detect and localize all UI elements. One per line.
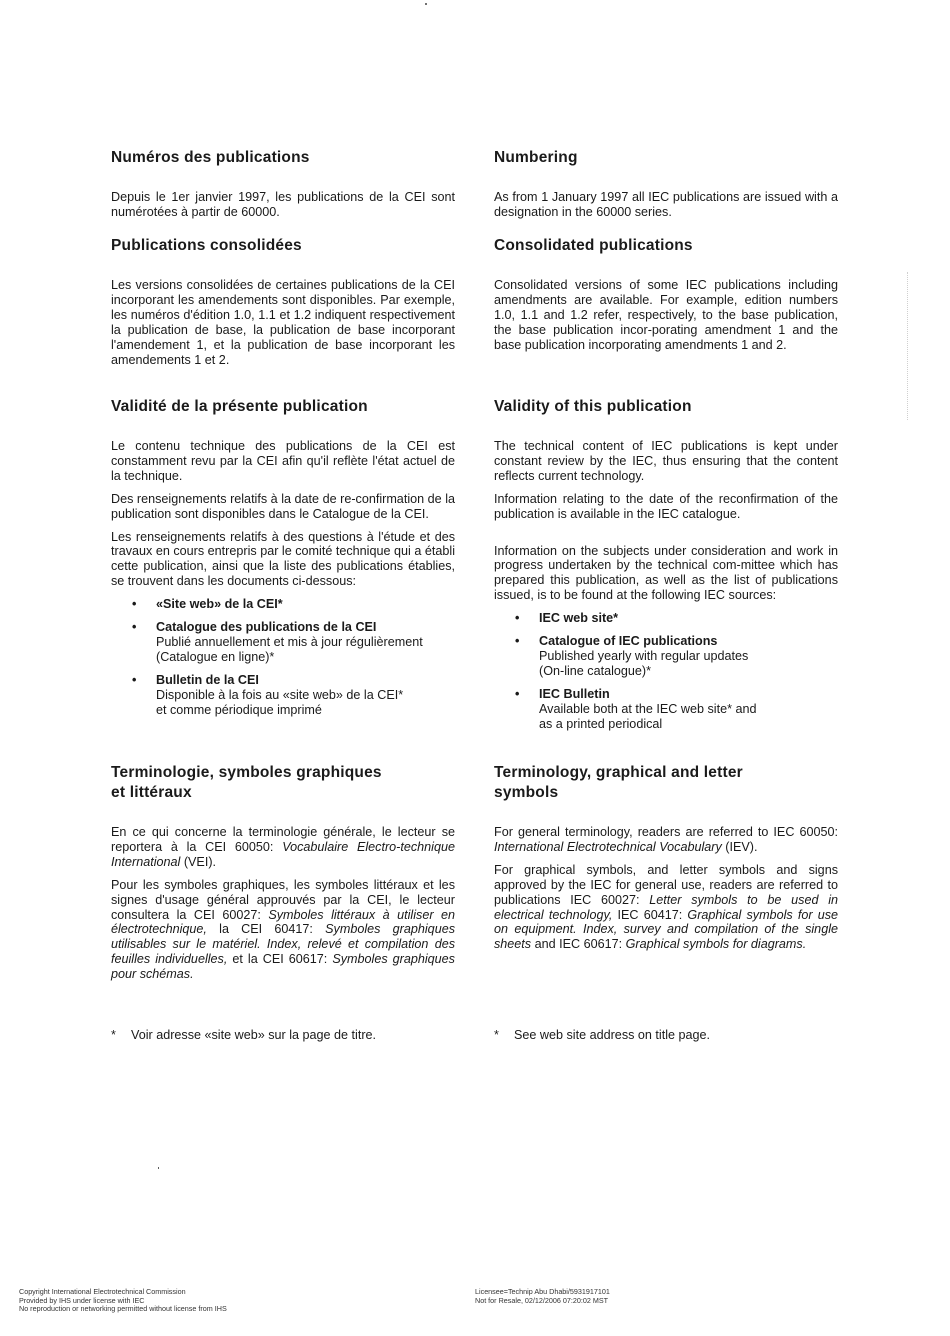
en-footnote-text: See web site address on title page. [514,1028,711,1042]
fr-source-detail: Publié annuellement et mis à jour régulièrement [156,634,423,649]
licensee-notice [475,1288,610,1305]
list-item [515,634,838,679]
en-source-detail: (On-line catalogue)* [539,663,652,678]
en-terminology-section [494,763,838,952]
french-column [111,148,455,982]
en-source-detail: as a printed periodical [539,716,663,731]
en-validity-p3: Information on the subjects under consideration and work in progress undertaken by the technical com-mittee which has prepared this publication, as well as the list of publications issued, is to be found at the following IEC sources: [494,543,838,603]
fr-source-detail: et comme périodique imprimé [156,702,322,717]
fr-footnote [111,1028,376,1043]
text-run: En ce qui concerne la terminologie générale, le lecteur se reportera à la CEI 60050: [111,825,455,854]
en-sources-list [494,611,838,731]
scan-speck [425,3,427,5]
text-run: For general terminology, readers are referred to IEC 60050: [494,825,838,839]
en-source-detail: Published yearly with regular updates [539,648,749,663]
en-source-title: IEC Bulletin [539,686,610,701]
en-numbering-text: As from 1 January 1997 all IEC publications are issued with a designation in the 60000 series. [494,190,838,219]
en-source-title: IEC web site* [539,611,619,626]
fr-sources-list [111,597,455,717]
fr-numbering-section [111,148,455,236]
fr-source-title: «Site web» de la CEI* [156,597,283,612]
fr-diagram-symbols-title: Symboles graphiques pour schémas. [111,952,455,982]
footnote-asterisk: * [494,1028,499,1042]
fr-terminology-section [111,763,455,982]
scan-edge-mark [907,272,909,420]
fr-terminology-p1 [111,825,455,870]
fr-consolidated-text: Les versions consolidées de certaines publications de la CEI incorporant les amendements sont disponibles. Par exemple, les numéros d'édition 1.0, 1.1 et 1.2 indiquent respectivement la publication de base, la publication de base incorporant l'amendement 1, et la publication de base incorporant les amendements 1 et 2. [111,278,455,367]
list-item [132,620,455,665]
fr-source-title: Catalogue des publications de la CEI [156,620,377,635]
en-validity-title: Validity of this publication [494,398,692,415]
fr-numbering-text: Depuis le 1er janvier 1997, les publications de la CEI sont numérotées à partir de 60000. [111,190,455,219]
text-run: IEC 60417: [612,907,688,922]
bullet-icon: • [515,634,520,649]
fr-consolidated-section [111,236,455,397]
en-source-title: Catalogue of IEC publications [539,634,718,649]
en-footnote [494,1028,710,1043]
bullet-icon: • [515,686,520,701]
bullet-icon: • [515,611,520,626]
fr-source-title: Bulletin de la CEI [156,672,259,687]
en-numbering-section [494,148,838,236]
fr-validity-title: Validité de la présente publication [111,398,368,415]
fr-validity-p2: Des renseignements relatifs à la date de re-confirmation de la publication sont disponibles dans le Catalogue de la CEI. [111,491,455,521]
licensee-line: Not for Resale, 02/12/2006 07:20:02 MST [475,1295,609,1305]
en-consolidated-section [494,236,838,397]
fr-validity-p1: Le contenu technique des publications de la CEI est constamment revu par la CEI afin qu'il reflète l'état actuel de la technique. [111,439,455,483]
fr-terminology-title [111,763,455,803]
en-consolidated-title: Consolidated publications [494,237,693,254]
fr-validity-p3: Les renseignements relatifs à des questions à l'étude et des travaux en cours entrepris par le comité technique qui a établi cette publication, ainsi que la liste des publications établies, se trouvent dans les documents ci-dessous: [111,529,455,589]
copyright-line: No reproduction or networking permitted without license from IHS [19,1304,227,1314]
fr-consolidated-title: Publications consolidées [111,237,302,254]
copyright-line: Provided by IHS under license with IEC [19,1295,145,1305]
licensee-line: Licensee=Technip Abu Dhabi/5931917101 [475,1287,610,1296]
en-letter-symbols-title: Letter symbols to be used in electrical technology, [494,892,838,922]
en-vocabulary-title: International Electrotechnical Vocabulary [494,839,722,854]
en-graphical-symbols-title: Graphical symbols for use on equipment. Index, survey and compilation of the single sheets [494,907,839,952]
fr-vocabulary-title: Vocabulaire Electro-technique International [111,839,455,869]
text-run: (IEV). [721,839,758,854]
footnote-asterisk: * [111,1028,116,1042]
text-run: For graphical symbols, and letter symbols and signs approved by the IEC for general use, readers are referred to publications IEC 60027: [494,862,838,907]
en-terminology-title-line1: Terminology, graphical and letter [494,764,743,781]
fr-numbering-title: Numéros des publications [111,149,310,166]
copyright-notice [19,1288,227,1314]
en-validity-p1: The technical content of IEC publications is kept under constant review by the IEC, thus ensuring that the content reflects current technology. [494,439,838,483]
english-column [494,148,838,952]
fr-terminology-title-line1: Terminologie, symboles graphiques [111,764,382,781]
fr-footnote-text: Voir adresse «site web» sur la page de titre. [131,1028,377,1042]
list-item [515,686,838,732]
text-run: and IEC 60617: [531,937,626,952]
fr-letter-symbols-title: Symboles littéraux à utiliser en électrotechnique, [111,907,455,937]
en-consolidated-text: Consolidated versions of some IEC publications including amendments are available. For example, edition numbers 1.0, 1.1 and 1.2 refer, respectively, to the base publication, the base publication incor-porating amendment 1 and the base publication incorporating amendments 1 and 2. [494,278,838,352]
en-diagram-symbols-title: Graphical symbols for diagrams. [625,937,807,952]
text-run: Pour les symboles graphiques, les symboles littéraux et les signes d'usage général approuvés par la CEI, le lecteur consultera la CEI 60027: [111,877,455,922]
text-run: la CEI 60417: [206,922,326,937]
en-terminology-p1 [494,825,838,855]
bullet-icon: • [132,597,137,612]
en-terminology-title-line2: symbols [494,784,559,801]
fr-source-detail: Disponible à la fois au «site web» de la CEI* [156,687,404,702]
list-item [132,672,455,718]
en-source-detail: Available both at the IEC web site* and [539,701,757,716]
list-item [515,611,838,626]
en-terminology-title [494,763,838,803]
fr-source-detail: (Catalogue en ligne)* [156,649,275,664]
fr-terminology-p2 [111,878,455,982]
fr-graphical-symbols-title: Symboles graphiques utilisables sur le matériel. Index, relevé et compilation des feuilles individuelles, [111,922,455,967]
en-terminology-p2 [494,863,838,952]
bullet-icon: • [132,672,137,687]
fr-validity-section [111,397,455,763]
bullet-icon: • [132,620,137,635]
en-validity-section [494,397,838,763]
scan-speck [158,1167,159,1169]
text-run: (VEI). [180,854,217,869]
list-item [132,597,455,612]
fr-terminology-title-line2: et littéraux [111,784,192,801]
en-numbering-title: Numbering [494,149,578,166]
copyright-line: Copyright International Electrotechnical Commission [19,1287,186,1296]
text-run: et la CEI 60617: [227,952,333,967]
en-validity-p2: Information relating to the date of the reconfirmation of the publication is available in the IEC catalogue. [494,491,838,521]
